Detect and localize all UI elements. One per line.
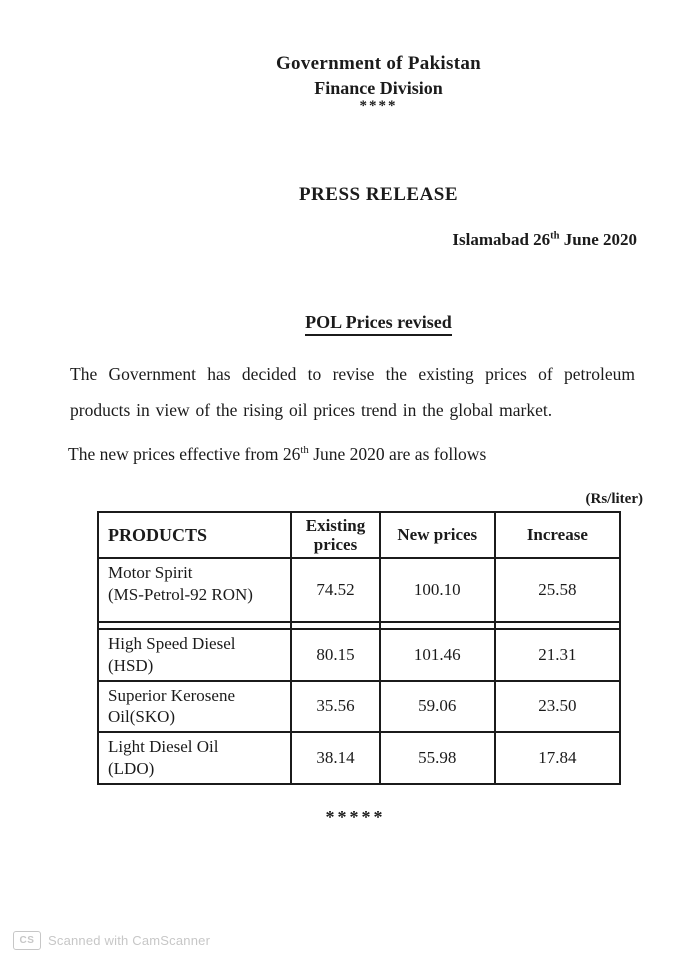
- increase-cell: 23.50: [495, 681, 620, 733]
- product-name: Motor Spirit: [108, 563, 193, 583]
- effective-suffix: June 2020 are as follows: [308, 444, 487, 465]
- product-detail: (MS-Petrol-92 RON): [108, 584, 253, 604]
- header-increase: Increase: [495, 512, 620, 558]
- existing-price-cell: 38.14: [291, 732, 380, 784]
- table-spacer-row: [98, 622, 620, 629]
- effective-prefix: The new prices effective from 26: [68, 444, 301, 465]
- header-existing-prices: Existing prices: [291, 512, 380, 558]
- camscanner-watermark: [13, 931, 210, 950]
- product-name-cell: [98, 681, 291, 733]
- product-detail: Oil(SKO): [108, 707, 176, 727]
- body-line-1: The Government has decided to revise the existing prices of petroleum: [70, 364, 635, 385]
- table-row-motor-spirit: [98, 558, 620, 622]
- dateline-prefix: Islamabad 26: [452, 230, 551, 250]
- effective-date-line: [68, 444, 635, 465]
- dateline: [0, 230, 695, 250]
- body-paragraph: [70, 356, 635, 428]
- product-name: Superior Kerosene: [108, 685, 235, 705]
- header-new-prices: New prices: [380, 512, 495, 558]
- press-release-heading: PRESS RELEASE: [298, 184, 459, 206]
- table-header-row: [98, 512, 620, 558]
- product-name-cell: [98, 629, 291, 681]
- new-price-cell: 101.46: [380, 629, 495, 681]
- increase-cell: 21.31: [495, 629, 620, 681]
- unit-label: (Rs/liter): [585, 491, 643, 508]
- division-name: Finance Division: [314, 77, 443, 98]
- product-detail: (LDO): [108, 758, 155, 778]
- dateline-ordinal: th: [550, 230, 560, 242]
- document-title-text: POL Prices revised: [305, 312, 452, 336]
- letterhead-stars: ****: [359, 98, 398, 115]
- closing-stars: *****: [325, 806, 386, 827]
- header-products: PRODUCTS: [98, 512, 291, 558]
- increase-cell: 17.84: [495, 732, 620, 784]
- letterhead: [0, 0, 695, 115]
- product-name: Light Diesel Oil: [108, 737, 219, 757]
- effective-ordinal: th: [300, 444, 309, 457]
- dateline-suffix: June 2020: [559, 230, 637, 250]
- increase-cell: 25.58: [495, 558, 620, 622]
- document-title: [0, 312, 695, 336]
- product-name-cell: [98, 558, 291, 622]
- existing-price-cell: 35.56: [291, 681, 380, 733]
- new-price-cell: 59.06: [380, 681, 495, 733]
- existing-price-cell: 80.15: [291, 629, 380, 681]
- camscanner-icon: CS: [13, 931, 41, 950]
- price-table: [97, 511, 621, 785]
- existing-price-cell: 74.52: [291, 558, 380, 622]
- table-row-ldo: [98, 732, 620, 784]
- watermark-text: Scanned with CamScanner: [48, 933, 211, 948]
- product-detail: (HSD): [108, 655, 154, 675]
- product-name: High Speed Diesel: [108, 634, 236, 654]
- new-price-cell: 55.98: [380, 732, 495, 784]
- table-row-sko: [98, 681, 620, 733]
- product-name-cell: [98, 732, 291, 784]
- body-line-2: products in view of the rising oil prices trend in the global market.: [70, 400, 553, 421]
- new-price-cell: 100.10: [380, 558, 495, 622]
- table-row-hsd: [98, 629, 620, 681]
- org-name: Government of Pakistan: [275, 53, 482, 74]
